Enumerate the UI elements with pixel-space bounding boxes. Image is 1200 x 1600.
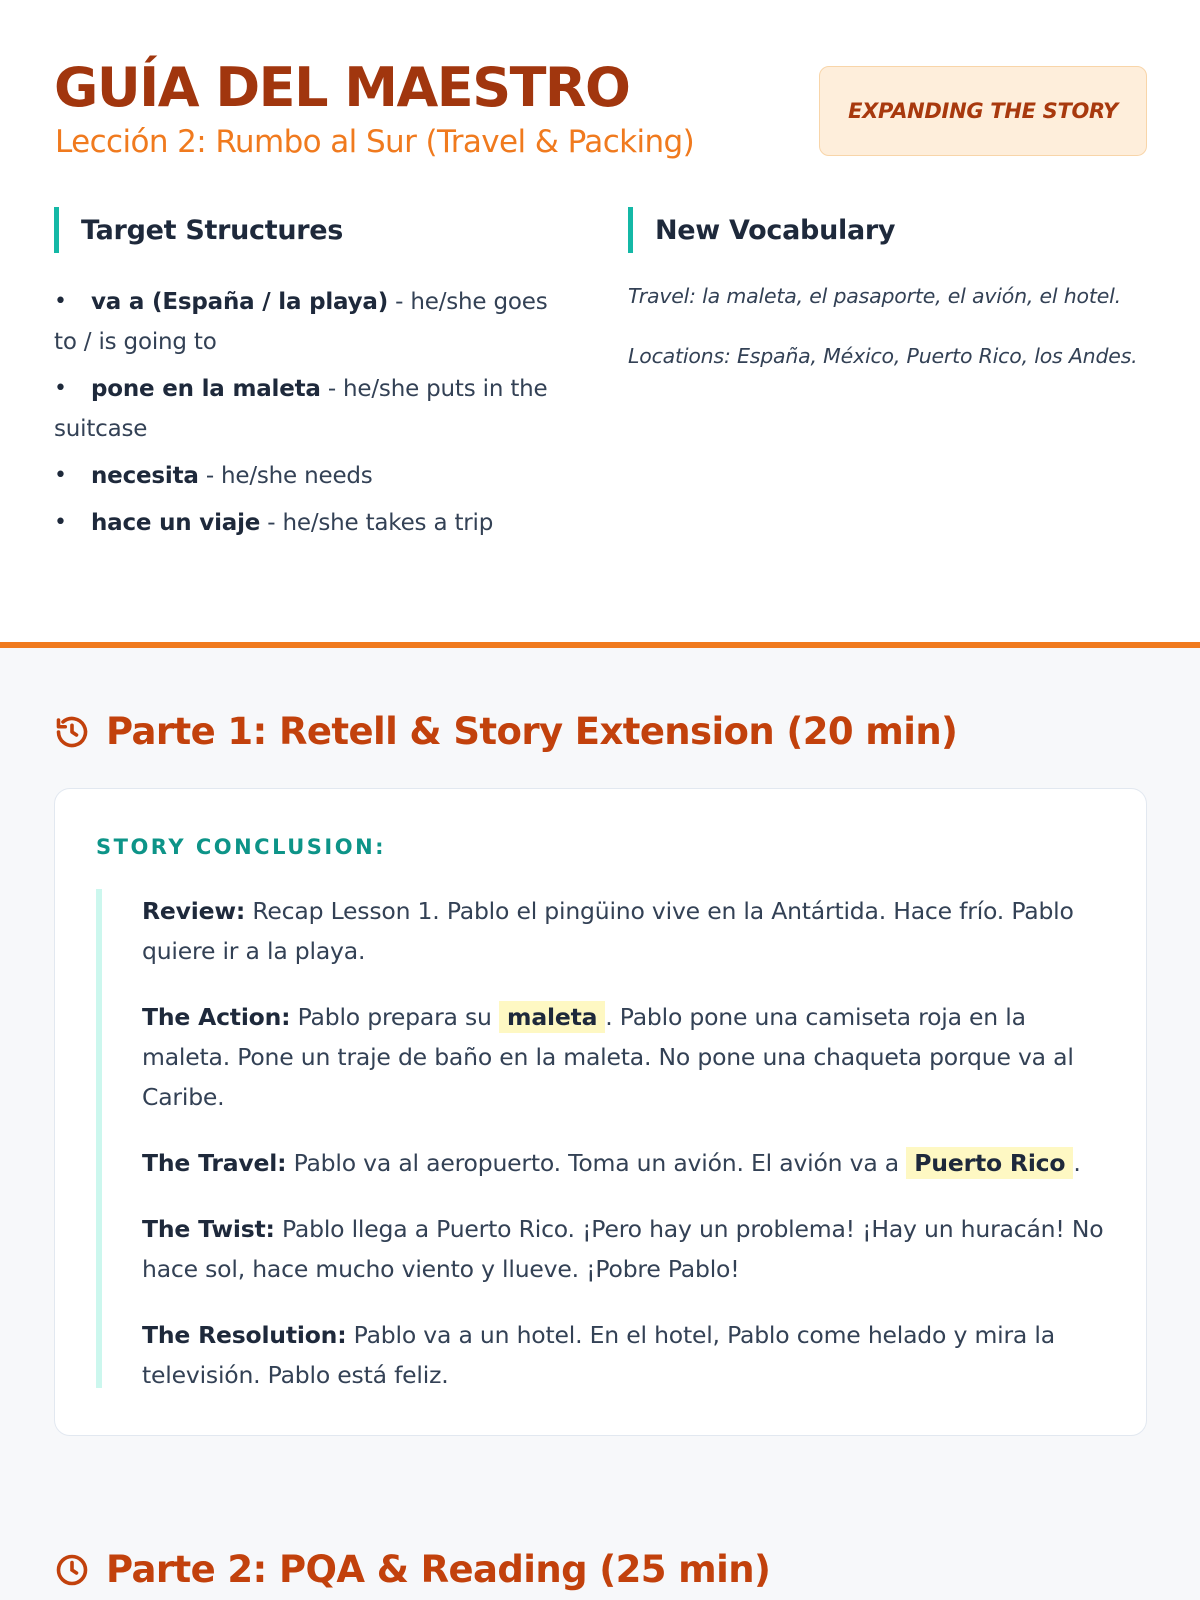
step-text: Pablo prepara su: [290, 1003, 500, 1031]
structure-meaning: - he/she goes: [388, 289, 548, 315]
badge-label: EXPANDING THE STORY: [848, 99, 1118, 123]
lesson-parts-section: [0, 648, 1200, 1600]
list-item: [54, 369, 574, 449]
bullet-icon: •: [54, 289, 67, 314]
structure-phrase: pone en la maleta: [91, 376, 321, 402]
story-steps: [96, 889, 1106, 1388]
story-travel: [142, 1143, 1106, 1183]
part2-heading-text: Parte 2: PQA & Reading (25 min): [106, 1548, 771, 1591]
bullet-icon: •: [54, 463, 67, 488]
story-conclusion-label: STORY CONCLUSION:: [96, 835, 387, 859]
step-text: Pablo llega a Puerto Rico. ¡Pero hay un problema! ¡Hay un huracán! No hace sol, hace mucho viento y llueve. ¡Pobre Pablo!: [142, 1215, 1104, 1283]
bullet-icon: •: [54, 376, 67, 401]
structure-meaning: - he/she takes a trip: [260, 510, 494, 536]
highlighted-word: maleta: [499, 1001, 605, 1033]
story-resolution: [142, 1315, 1106, 1395]
story-action: [142, 997, 1106, 1117]
highlighted-word: Puerto Rico: [906, 1147, 1073, 1179]
bullet-icon: •: [54, 510, 67, 535]
structure-phrase: necesita: [91, 463, 199, 489]
step-label: Review:: [142, 897, 246, 925]
expanding-story-badge: [819, 66, 1147, 156]
step-label: The Action:: [142, 1003, 291, 1031]
history-clock-icon: [54, 714, 90, 750]
structure-meaning-continued: suitcase: [54, 416, 148, 442]
list-item: [54, 282, 574, 362]
step-label: The Resolution:: [142, 1321, 347, 1349]
list-item: [54, 503, 574, 543]
step-text: Recap Lesson 1. Pablo el pingüino vive en la Antártida. Hace frío. Pablo quiere ir a la playa.: [142, 897, 1074, 965]
step-text: Pablo va al aeropuerto. Toma un avión. El avión va a: [286, 1149, 907, 1177]
structure-phrase: hace un viaje: [91, 510, 261, 536]
step-text: Pablo va a un hotel. En el hotel, Pablo come helado y mira la televisión. Pablo está feliz.: [142, 1321, 1055, 1389]
clock-icon: [54, 1552, 90, 1588]
new-vocabulary-heading: New Vocabulary: [628, 207, 895, 253]
lesson-header-section: [0, 0, 1200, 648]
story-conclusion-card: [54, 788, 1147, 1436]
vocab-locations: Locations: España, México, Puerto Rico, los Andes.: [628, 344, 1138, 368]
list-item: [54, 456, 574, 496]
target-structures-heading: Target Structures: [54, 207, 343, 253]
vocab-travel: Travel: la maleta, el pasaporte, el avión, el hotel.: [628, 284, 1121, 308]
lesson-subtitle: Lección 2: Rumbo al Sur (Travel & Packing): [55, 124, 695, 160]
structure-phrase: va a (España / la playa): [91, 289, 389, 315]
new-vocabulary-block: [628, 280, 1148, 400]
step-label: The Twist:: [142, 1215, 275, 1243]
step-label: The Travel:: [142, 1149, 287, 1177]
structure-meaning: - he/she needs: [198, 463, 373, 489]
part1-heading: [54, 710, 957, 753]
story-twist: [142, 1209, 1106, 1289]
structure-meaning: - he/she puts in the: [320, 376, 548, 402]
part1-heading-text: Parte 1: Retell & Story Extension (20 min): [106, 710, 958, 753]
step-text-continued: .: [1073, 1149, 1081, 1177]
target-structures-list: [54, 282, 574, 550]
structure-meaning-continued: to / is going to: [54, 329, 217, 355]
step-text-continued: . Pablo pone una camiseta roja en la maleta. Pone un traje de baño en la maleta. No pone una chaqueta porque va al Caribe.: [142, 1003, 1074, 1111]
story-review: [142, 891, 1106, 971]
page-title: GUÍA DEL MAESTRO: [54, 56, 630, 119]
part2-heading: [54, 1548, 770, 1591]
